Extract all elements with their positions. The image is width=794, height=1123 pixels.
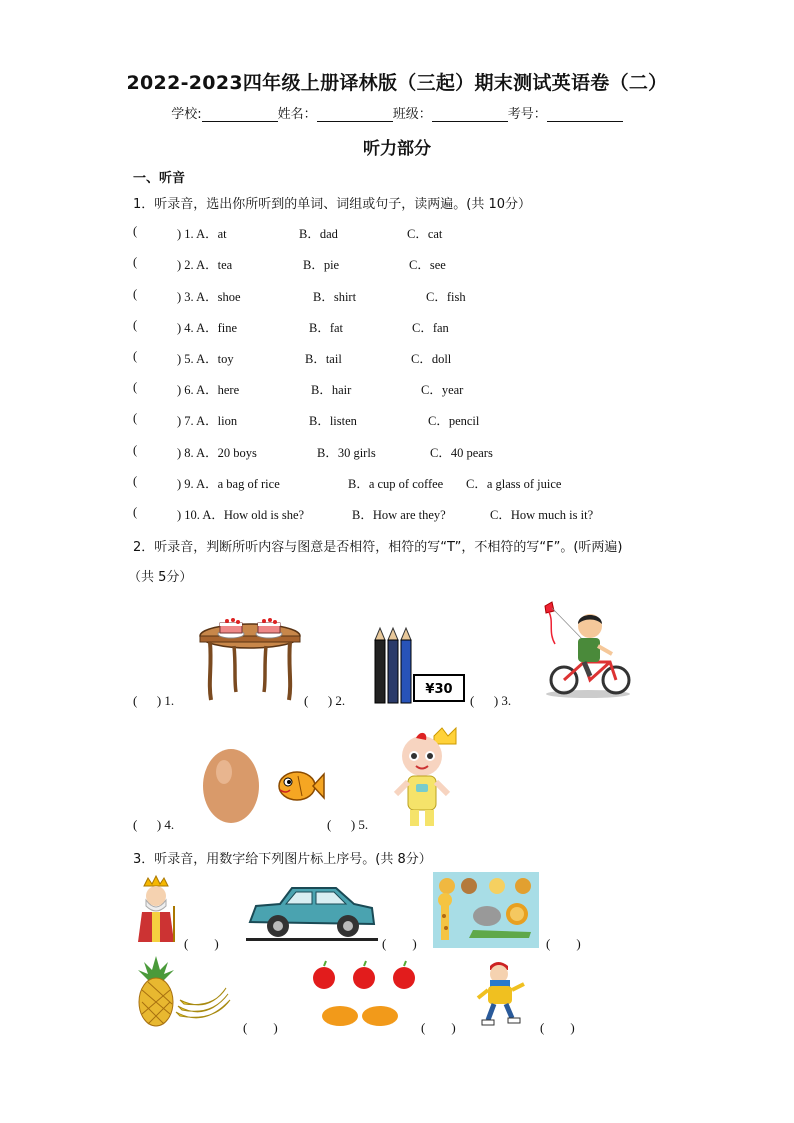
option-a: ) 4. A．fine [177, 321, 238, 335]
option-c: C．year [421, 383, 464, 397]
q3-answer-car[interactable]: ( ) [382, 936, 417, 951]
q2-answer-1[interactable]: ( ) 1. [133, 693, 175, 708]
q3-answer-fruit[interactable]: ( ) [243, 1020, 278, 1035]
option-b: B．30 girls [317, 446, 376, 460]
answer-blank[interactable]: ( [133, 287, 138, 301]
animals-image [433, 872, 539, 948]
student-info-line [0, 103, 794, 122]
option-b: B．pie [303, 258, 340, 272]
answer-blank[interactable]: ( [133, 474, 138, 488]
option-b: B．a cup of coffee [348, 477, 444, 491]
q2-answer-5[interactable]: ( ) 5. [327, 817, 369, 832]
egg-fish-image [202, 746, 326, 826]
section-title: 听力部分 [363, 139, 431, 159]
option-c: C．a glass of juice [466, 477, 562, 491]
q3-answer-animals[interactable]: ( ) [546, 936, 581, 951]
option-c: C．pencil [428, 414, 480, 428]
option-b: B．fat [309, 321, 344, 335]
q3-answer-skating[interactable]: ( ) [540, 1020, 575, 1035]
q2-answer-2[interactable]: ( ) 2. [304, 693, 346, 708]
q3-answer-apples[interactable]: ( ) [421, 1020, 456, 1035]
option-a: ) 5. A．toy [177, 352, 234, 366]
number-field[interactable] [547, 107, 623, 122]
option-c: C．doll [411, 352, 452, 366]
king-image [134, 876, 178, 942]
option-c: C．How much is it? [490, 508, 594, 522]
class-field[interactable] [432, 107, 508, 122]
part-heading: 一、听音 [133, 171, 186, 186]
option-c: C．cat [407, 227, 443, 241]
answer-blank[interactable]: ( [133, 505, 138, 519]
skating-child-image [474, 958, 528, 1030]
q1-instruction: 1．听录音，选出你所听到的单词、词组或句子，读两遍。(共 10分） [133, 197, 532, 212]
answer-blank[interactable]: ( [133, 411, 138, 425]
option-a: ) 7. A．lion [177, 414, 238, 428]
option-c: C．fan [412, 321, 449, 335]
option-a: ) 9. A．a bag of rice [177, 477, 280, 491]
option-b: B．shirt [313, 290, 357, 304]
baby-doll-image [392, 726, 462, 830]
option-a: ) 1. A．at [177, 227, 227, 241]
option-c: C．see [409, 258, 446, 272]
pencils-price-image [372, 628, 468, 704]
car-image [246, 884, 378, 942]
option-b: B．dad [299, 227, 338, 241]
exam-title: 2022-2023四年级上册译林版（三起）期末测试英语卷（二） [126, 72, 668, 94]
cake-right [256, 618, 282, 638]
price-tag: ¥30 [425, 682, 453, 697]
option-a: ) 10. A．How old is she? [177, 508, 305, 522]
answer-blank[interactable]: ( [133, 318, 138, 332]
answer-blank[interactable]: ( [133, 380, 138, 394]
q2-points: （共 5分） [128, 570, 193, 585]
answer-blank[interactable]: ( [133, 443, 138, 457]
cake-left [218, 618, 244, 638]
option-a: ) 2. A．tea [177, 258, 233, 272]
table-with-cakes-image [198, 612, 306, 704]
option-b: B．hair [311, 383, 352, 397]
number-label: 考号： [507, 107, 547, 122]
answer-blank[interactable]: ( [133, 224, 138, 238]
option-a: ) 3. A．shoe [177, 290, 241, 304]
class-label: 班级： [392, 107, 432, 122]
apples-mangoes-image [308, 960, 420, 1030]
q2-answer-4[interactable]: ( ) 4. [133, 817, 175, 832]
answer-blank[interactable]: ( [133, 255, 138, 269]
option-c: C．fish [426, 290, 466, 304]
answer-blank[interactable]: ( [133, 349, 138, 363]
option-c: C．40 pears [430, 446, 493, 460]
q3-instruction: 3．听录音，用数字给下列图片标上序号。(共 8分） [133, 852, 432, 867]
option-a: ) 6. A．here [177, 383, 240, 397]
boy-bike-kite-image [540, 602, 636, 702]
school-label: 学校: [171, 107, 202, 122]
option-b: B．How are they? [352, 508, 446, 522]
pineapple-banana-image [134, 956, 234, 1028]
option-a: ) 8. A．20 boys [177, 446, 257, 460]
q2-instruction: 2．听录音，判断所听内容与图意是否相符，相符的写“T”，不相符的写“F”。(听两遍) [133, 540, 623, 555]
option-b: B．tail [305, 352, 342, 366]
option-b: B．listen [309, 414, 357, 428]
name-field[interactable] [317, 107, 393, 122]
name-label: 姓名： [277, 107, 317, 122]
school-field[interactable] [202, 107, 278, 122]
fish [279, 772, 324, 800]
q2-answer-3[interactable]: ( ) 3. [470, 693, 512, 708]
q3-answer-king[interactable]: ( ) [184, 936, 219, 951]
